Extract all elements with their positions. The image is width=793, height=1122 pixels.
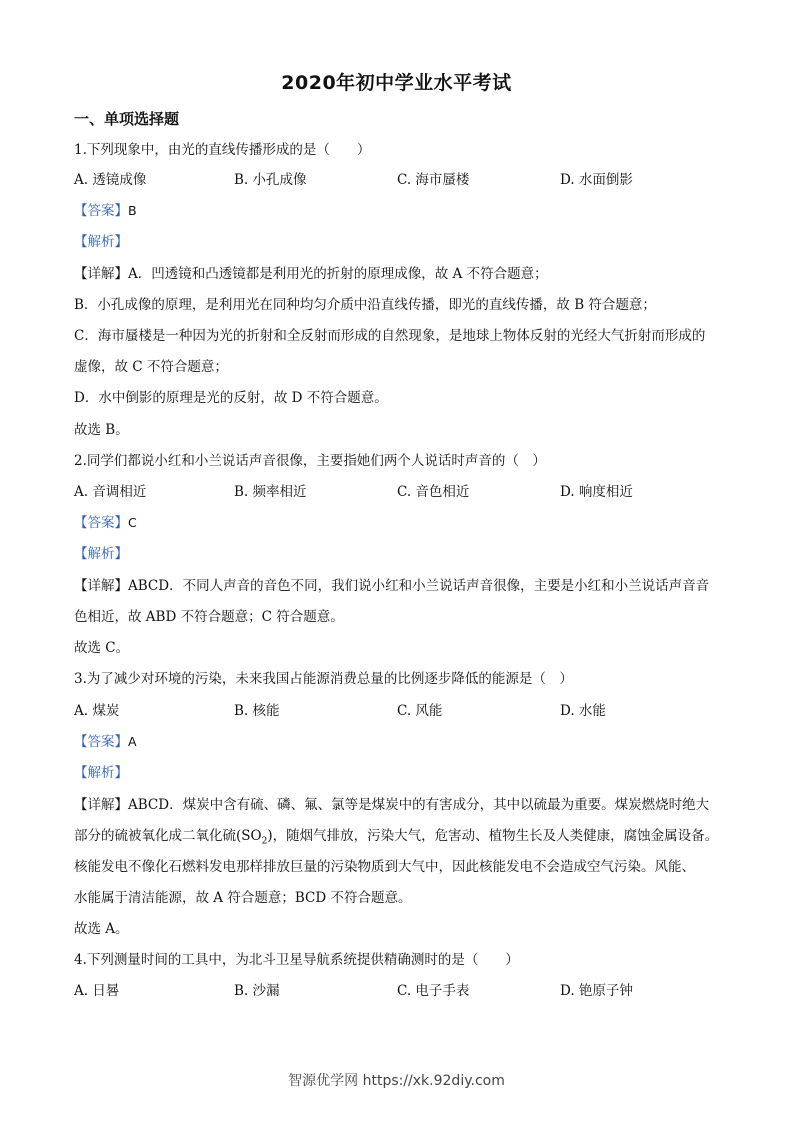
q1-conclusion: 故选 B。 [74, 422, 129, 438]
q1-option-b: B. 小孔成像 [234, 172, 307, 188]
q2-analysis-tag: 【解析】 [74, 546, 128, 562]
q3-answer: 【答案】A [74, 734, 137, 750]
q3-detail-line-4: 水能属于清洁能源，故 A 符合题意；BCD 不符合题意。 [74, 890, 412, 906]
question-1-stem: 1.下列现象中，由光的直线传播形成的是（ ） [74, 142, 371, 158]
q3-option-d: D. 水能 [560, 703, 606, 719]
q1-detail-line-4: 虚像，故 C 不符合题意； [74, 359, 228, 375]
q1-detail-line-1: 【详解】A．凹透镜和凸透镜都是利用光的折射的原理成像，故 A 不符合题意； [74, 266, 548, 282]
footer-watermark: 智源优学网 https://xk.92diy.com [288, 1073, 505, 1089]
q2-detail-line-2: 色相近，故 ABD 不符合题意；C 符合题意。 [74, 609, 344, 625]
question-3-stem: 3.为了减少对环境的污染，未来我国占能源消费总量的比例逐步降低的能源是（ ） [74, 671, 573, 687]
q3-detail-line-2: 部分的硫被氧化成二氧化硫$(SO_2)$，随烟气排放，污染大气，危害动、植物生长及人类健康，腐蚀金属设备。 [74, 828, 719, 847]
section-heading: 一、单项选择题 [74, 110, 180, 128]
q4-option-a: A. 日晷 [74, 983, 120, 999]
q2-answer: 【答案】C [74, 515, 137, 531]
q1-option-d: D. 水面倒影 [560, 172, 633, 188]
q1-detail-line-2: B．小孔成像的原理，是利用光在同种均匀介质中沿直线传播，即光的直线传播，故 B 符合题意； [74, 297, 656, 313]
question-4-stem: 4.下列测量时间的工具中，为北斗卫星导航系统提供精确测时的是（ ） [74, 952, 519, 968]
q1-detail-line-3: C．海市蜃楼是一种因为光的折射和全反射而形成的自然现象，是地球上物体反射的光经大气折射而形成的 [74, 328, 706, 344]
q1-option-a: A. 透镜成像 [74, 172, 147, 188]
q2-conclusion: 故选 C。 [74, 640, 130, 656]
q4-option-c: C. 电子手表 [397, 983, 470, 999]
q3-conclusion: 故选 A。 [74, 921, 129, 937]
q1-answer: 【答案】B [74, 203, 137, 219]
q4-option-b: B. 沙漏 [234, 983, 280, 999]
q2-option-d: D. 响度相近 [560, 484, 633, 500]
q3-option-b: B. 核能 [234, 703, 280, 719]
q1-option-c: C. 海市蜃楼 [397, 172, 470, 188]
q3-option-c: C. 风能 [397, 703, 443, 719]
question-2-stem: 2.同学们都说小红和小兰说话声音很像，主要指她们两个人说话时声音的（ ） [74, 453, 546, 469]
q4-option-d: D. 铯原子钟 [560, 983, 633, 999]
q3-option-a: A. 煤炭 [74, 703, 120, 719]
q2-detail-line-1: 【详解】ABCD．不同人声音的音色不同，我们说小红和小兰说话声音很像，主要是小红和小兰说话声音音 [74, 578, 710, 594]
q3-detail-line-1: 【详解】ABCD．煤炭中含有硫、磷、氟、氯等是煤炭中的有害成分，其中以硫最为重要。煤炭燃烧时绝大 [74, 797, 710, 813]
q1-detail-line-5: D．水中倒影的原理是光的反射，故 D 不符合题意。 [74, 390, 388, 406]
q3-analysis-tag: 【解析】 [74, 765, 128, 781]
q2-option-b: B. 频率相近 [234, 484, 307, 500]
q2-option-c: C. 音色相近 [397, 484, 470, 500]
q3-detail-line-3: 核能发电不像化石燃料发电那样排放巨量的污染物质到大气中，因此核能发电不会造成空气污染。风能、 [74, 859, 695, 875]
page-title: 2020年初中学业水平考试 [281, 72, 512, 94]
q1-analysis-tag: 【解析】 [74, 234, 128, 250]
q2-option-a: A. 音调相近 [74, 484, 147, 500]
